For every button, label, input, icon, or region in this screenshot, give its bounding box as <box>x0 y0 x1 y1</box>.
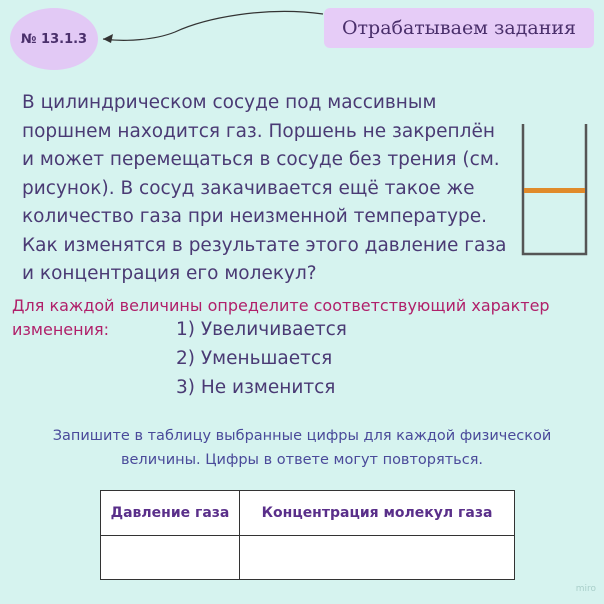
task-number-badge <box>10 8 98 70</box>
answer-cell-concentration[interactable] <box>240 536 515 580</box>
question-line: Как изменятся в результате этого давление газа <box>22 234 507 256</box>
question-line: рисунок). В сосуд закачивается ещё такое же <box>22 177 475 199</box>
header-molecule-concentration: Концентрация молекул газа <box>240 491 515 536</box>
question-line: количество газа при неизменной температуре. <box>22 206 488 227</box>
instruction-line: изменения: <box>12 320 109 339</box>
option-decrease: 2) Уменьшается <box>176 348 333 369</box>
question-line: и концентрация его молекул? <box>22 263 317 284</box>
watermark: miro <box>575 584 596 594</box>
option-unchanged: 3) Не изменится <box>176 377 336 398</box>
section-title-box <box>324 8 594 48</box>
pointer-arrow-icon <box>95 8 330 48</box>
answer-cell-pressure[interactable] <box>101 536 240 580</box>
answer-table <box>100 490 515 580</box>
question-text <box>22 89 522 289</box>
option-increase: 1) Увеличивается <box>176 319 347 340</box>
question-line: поршнем находится газ. Поршень не закреплён <box>22 120 495 142</box>
note-line: величины. Цифры в ответе могут повторяться. <box>120 452 484 468</box>
question-line: и может перемещаться в сосуде без трения (см. <box>22 149 500 170</box>
piston-icon <box>524 188 585 193</box>
section-title: Отрабатываем задания <box>341 17 577 39</box>
cylinder-vessel-diagram <box>518 124 592 258</box>
table-answer-row <box>101 536 515 580</box>
answer-note <box>0 424 604 472</box>
task-number: № 13.1.3 <box>20 31 88 47</box>
header-gas-pressure: Давление газа <box>101 491 240 536</box>
question-line: В цилиндрическом сосуде под массивным <box>22 92 437 113</box>
table-header-row <box>101 491 515 536</box>
note-line: Запишите в таблицу выбранные цифры для каждой физической <box>52 428 552 444</box>
answer-options <box>176 315 347 402</box>
instruction-line: Для каждой величины определите соответствующий характер <box>12 296 550 315</box>
